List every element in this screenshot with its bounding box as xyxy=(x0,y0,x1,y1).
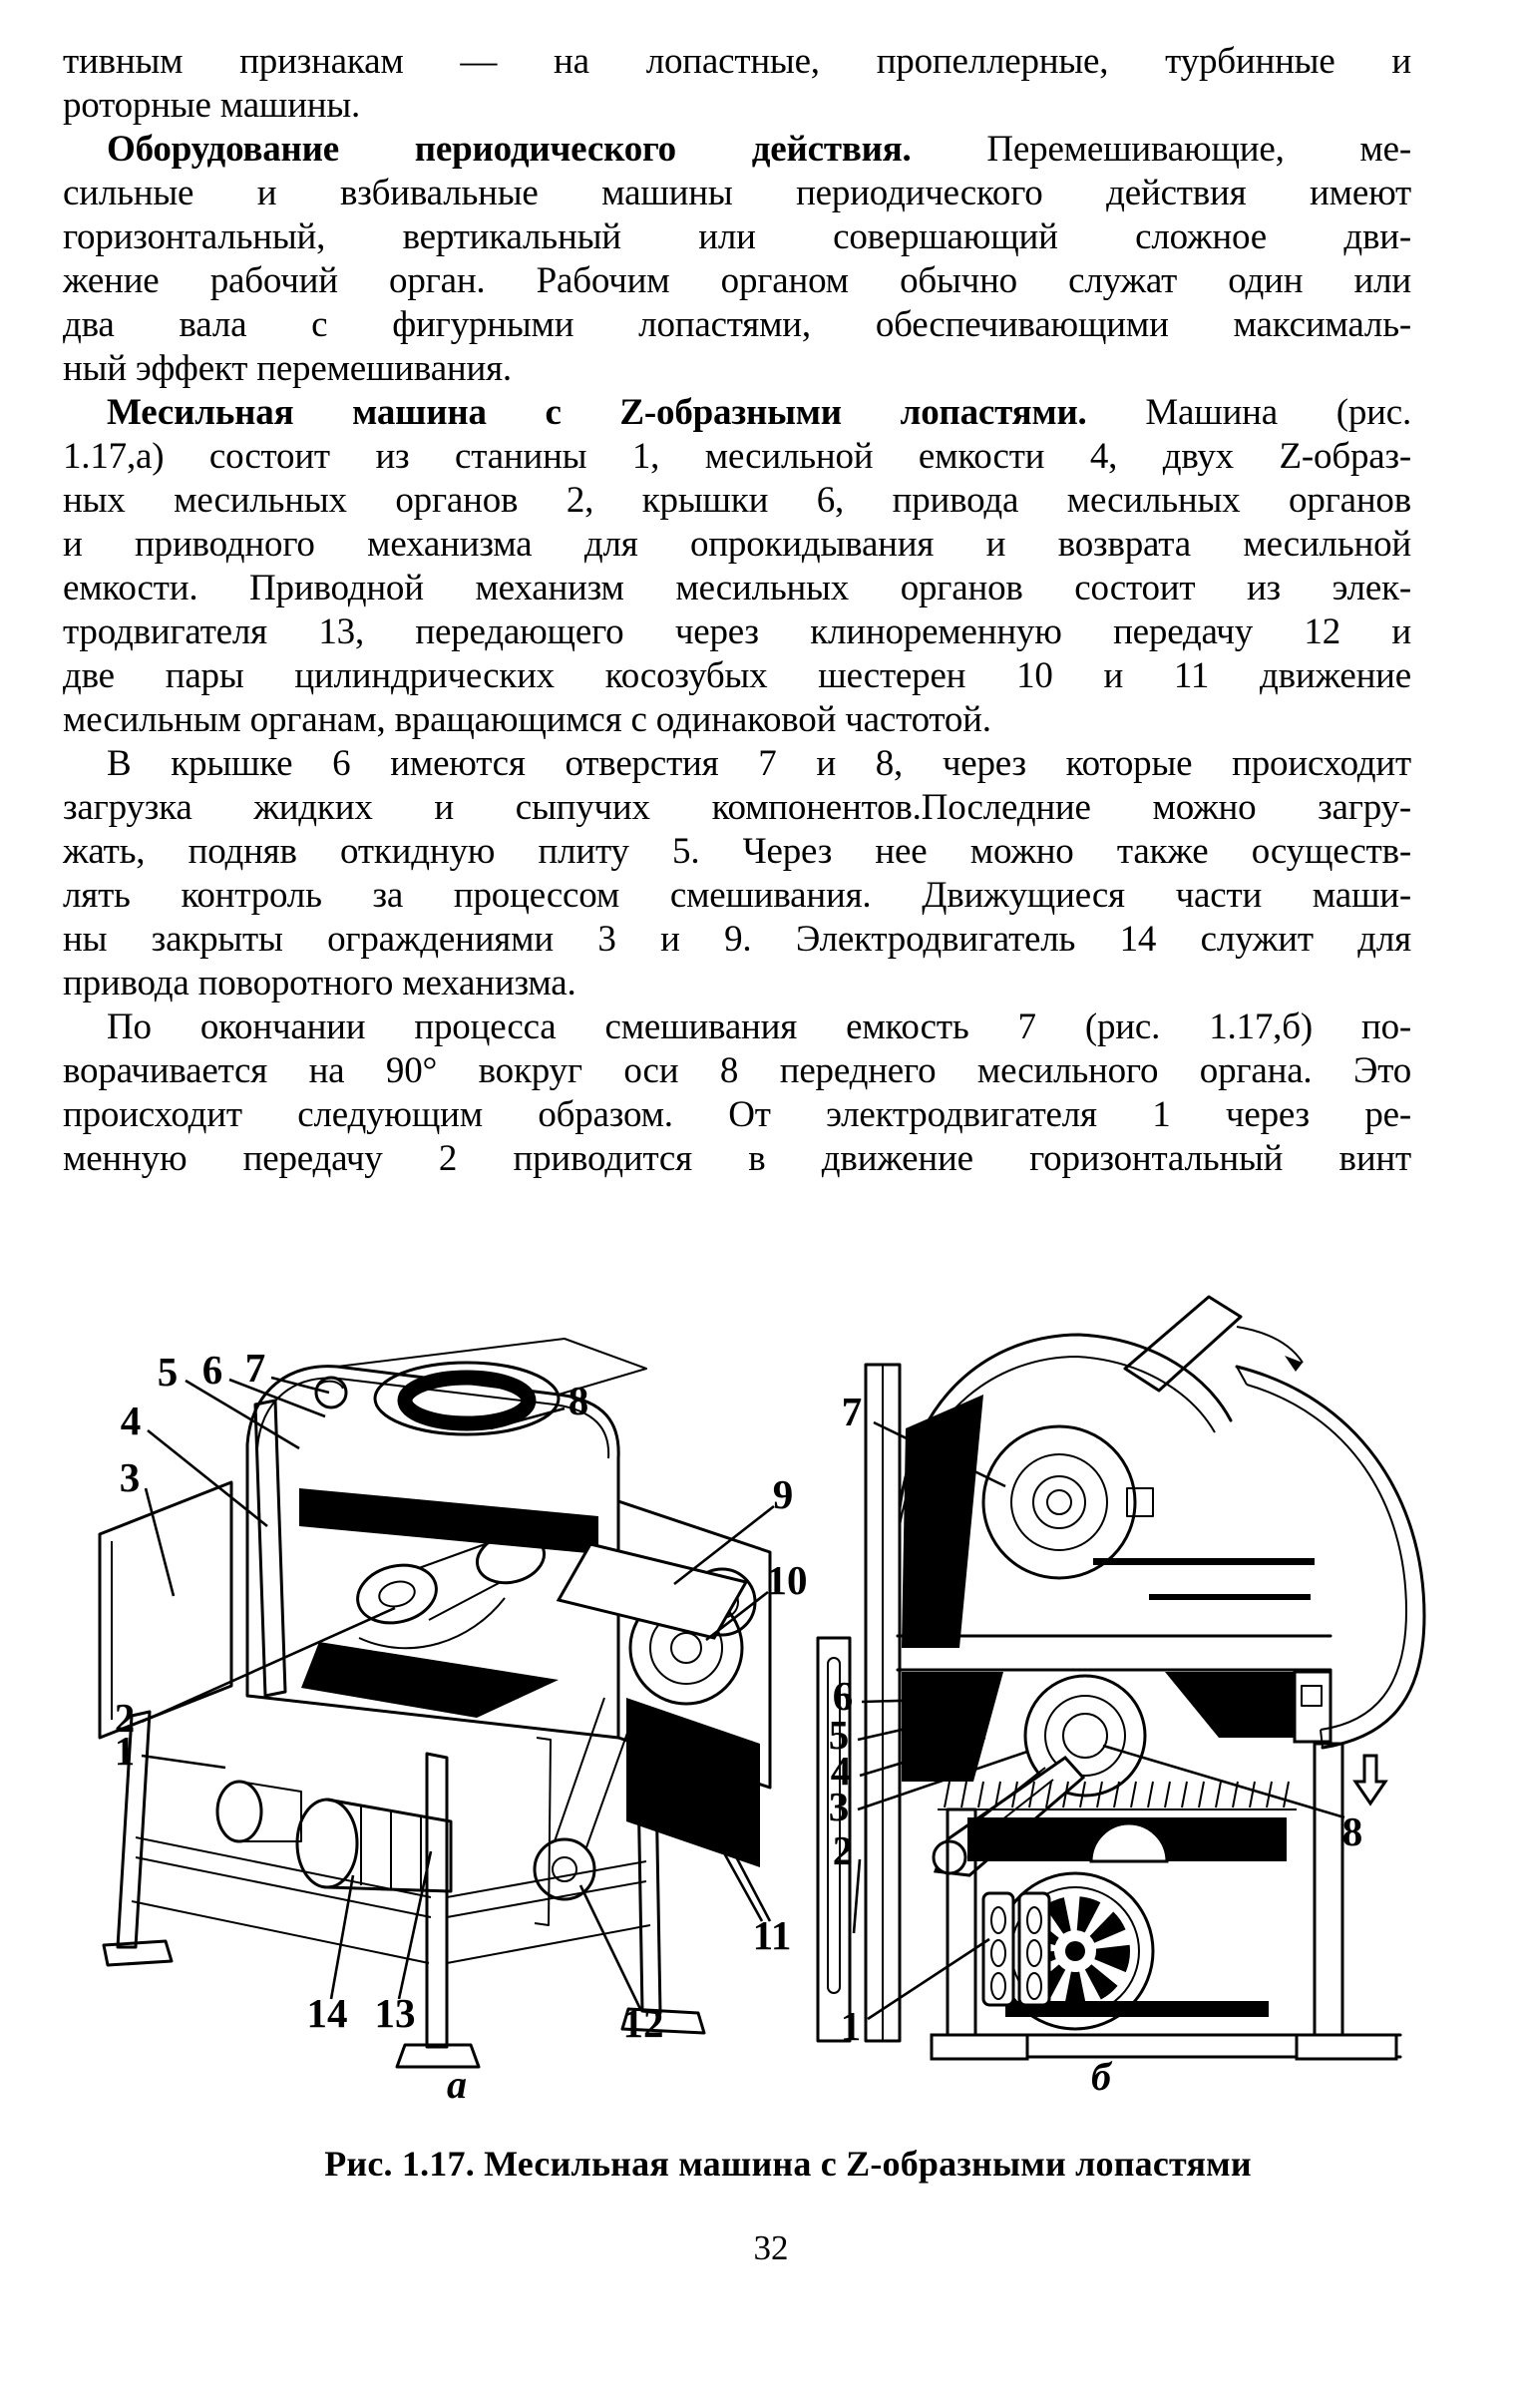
text-line: ных месильных органов 2, крышки 6, привода месильных органов xyxy=(63,480,1411,521)
text-line: привода поворотного механизма. xyxy=(63,963,576,1003)
callout-leader-7 xyxy=(271,1378,329,1393)
callout-leader-1 xyxy=(142,1756,225,1768)
paragraph xyxy=(63,40,1411,128)
text-line: загрузка жидких и сыпучих компонентов.Последние можно загру- xyxy=(63,787,1411,828)
callout-label-7: 7 xyxy=(244,1345,266,1391)
text-line: По окончании процесса смешивания емкость 7 (рис. 1.17,б) по- xyxy=(107,1006,1411,1047)
callout-label-1: 1 xyxy=(114,1728,136,1774)
callout-label-9: 9 xyxy=(772,1471,794,1517)
text-line: Оборудование периодического действия. Перемешивающие, ме- xyxy=(107,129,1411,170)
callout-leader-2 xyxy=(854,1859,860,1933)
text-line: 1.17,а) состоит из станины 1, месильной емкости 4, двух Z-образ- xyxy=(63,436,1411,477)
callout-label-4: 4 xyxy=(830,1748,852,1794)
text-line: две пары цилиндрических косозубых шестерен 10 и 11 движение xyxy=(63,655,1411,696)
callout-leader-9 xyxy=(674,1506,774,1584)
callout-leader-6 xyxy=(229,1380,325,1416)
text-line: месильным органам, вращающимся с одинаковой частотой. xyxy=(63,699,991,740)
text-line: ворачивается на 90° вокруг оси 8 переднего месильного органа. Это xyxy=(63,1050,1411,1091)
callout-label-6: 6 xyxy=(201,1347,223,1393)
text-line: емкости. Приводной механизм месильных органов состоит из элек- xyxy=(63,568,1411,608)
callout-label-3: 3 xyxy=(828,1784,850,1829)
callout-label-14: 14 xyxy=(306,1990,348,2036)
text-line: два вала с фигурными лопастями, обеспечивающими максималь- xyxy=(63,304,1411,345)
callout-leader-12 xyxy=(580,1885,640,2009)
callout-label-11: 11 xyxy=(752,1912,792,1958)
callout-label-3: 3 xyxy=(119,1454,141,1500)
text-line: лять контроль за процессом смешивания. Движущиеся части маши- xyxy=(63,875,1411,916)
figure-b-label: б xyxy=(1091,2054,1111,2099)
text-line: жение рабочий орган. Рабочим органом обычно служат один или xyxy=(63,260,1411,301)
down-arrow-icon xyxy=(1355,1756,1385,1804)
text-line: менную передачу 2 приводится в движение горизонтальный винт xyxy=(63,1138,1411,1179)
text-line: В крышке 6 имеются отверстия 7 и 8, через которые происходит xyxy=(107,743,1411,784)
text-line: и приводного механизма для опрокидывания и возврата месильной xyxy=(63,524,1411,565)
callout-label-2: 2 xyxy=(832,1827,854,1873)
rotation-arrow-icon xyxy=(1237,1327,1303,1372)
text-line: тродвигателя 13, передающего через клиноременную передачу 12 и xyxy=(63,611,1411,652)
callout-label-7: 7 xyxy=(841,1389,863,1434)
callout-label-1: 1 xyxy=(840,2003,862,2049)
callout-label-5: 5 xyxy=(157,1349,179,1395)
text-line: ны закрыты ограждениями 3 и 9. Электродвигатель 14 служит для xyxy=(63,919,1411,960)
callout-leader-8 xyxy=(1103,1746,1344,1817)
figure-117-drawing xyxy=(0,1287,1522,2125)
text-line: тивным признакам — на лопастные, пропеллерные, турбинные и xyxy=(63,41,1411,82)
text-line: Месильная машина с Z-образными лопастями. Машина (рис. xyxy=(107,392,1412,433)
figure-b-machine xyxy=(818,1297,1424,2059)
callout-label-4: 4 xyxy=(120,1398,142,1443)
callout-leader-1 xyxy=(868,1939,989,2019)
callout-label-12: 12 xyxy=(622,2000,664,2046)
callout-leader-3 xyxy=(146,1488,174,1596)
figure-a-label: а xyxy=(447,2062,467,2107)
callout-leader-14 xyxy=(331,1875,353,1999)
callout-label-6: 6 xyxy=(832,1673,854,1719)
page-number: 32 xyxy=(753,2228,789,2267)
text-line: роторные машины. xyxy=(63,85,361,126)
paragraph xyxy=(63,1005,1411,1181)
body-text xyxy=(63,40,1411,1181)
callout-label-10: 10 xyxy=(766,1557,808,1603)
text-line: происходит следующим образом. От электродвигателя 1 через ре- xyxy=(63,1094,1411,1135)
figure-caption: Рис. 1.17. Месильная машина с Z-образными лопастями xyxy=(324,2144,1252,2184)
text-line: жать, подняв откидную плиту 5. Через нее можно также осуществ- xyxy=(63,831,1411,872)
paragraph xyxy=(63,742,1411,1005)
paragraph xyxy=(63,128,1411,391)
text-line: сильные и взбивальные машины периодического действия имеют xyxy=(63,173,1411,213)
text-line: горизонтальный, вертикальный или совершающий сложное дви- xyxy=(63,216,1411,257)
callout-label-2: 2 xyxy=(114,1695,136,1741)
callout-label-5: 5 xyxy=(828,1712,850,1758)
callout-label-13: 13 xyxy=(374,1990,416,2036)
figure-a-machine xyxy=(100,1339,770,2067)
text-line: ный эффект перемешивания. xyxy=(63,348,512,389)
callout-label-8: 8 xyxy=(568,1378,589,1423)
callout-label-8: 8 xyxy=(1341,1808,1363,1854)
paragraph xyxy=(63,391,1411,742)
callout-leader-4 xyxy=(148,1430,267,1526)
